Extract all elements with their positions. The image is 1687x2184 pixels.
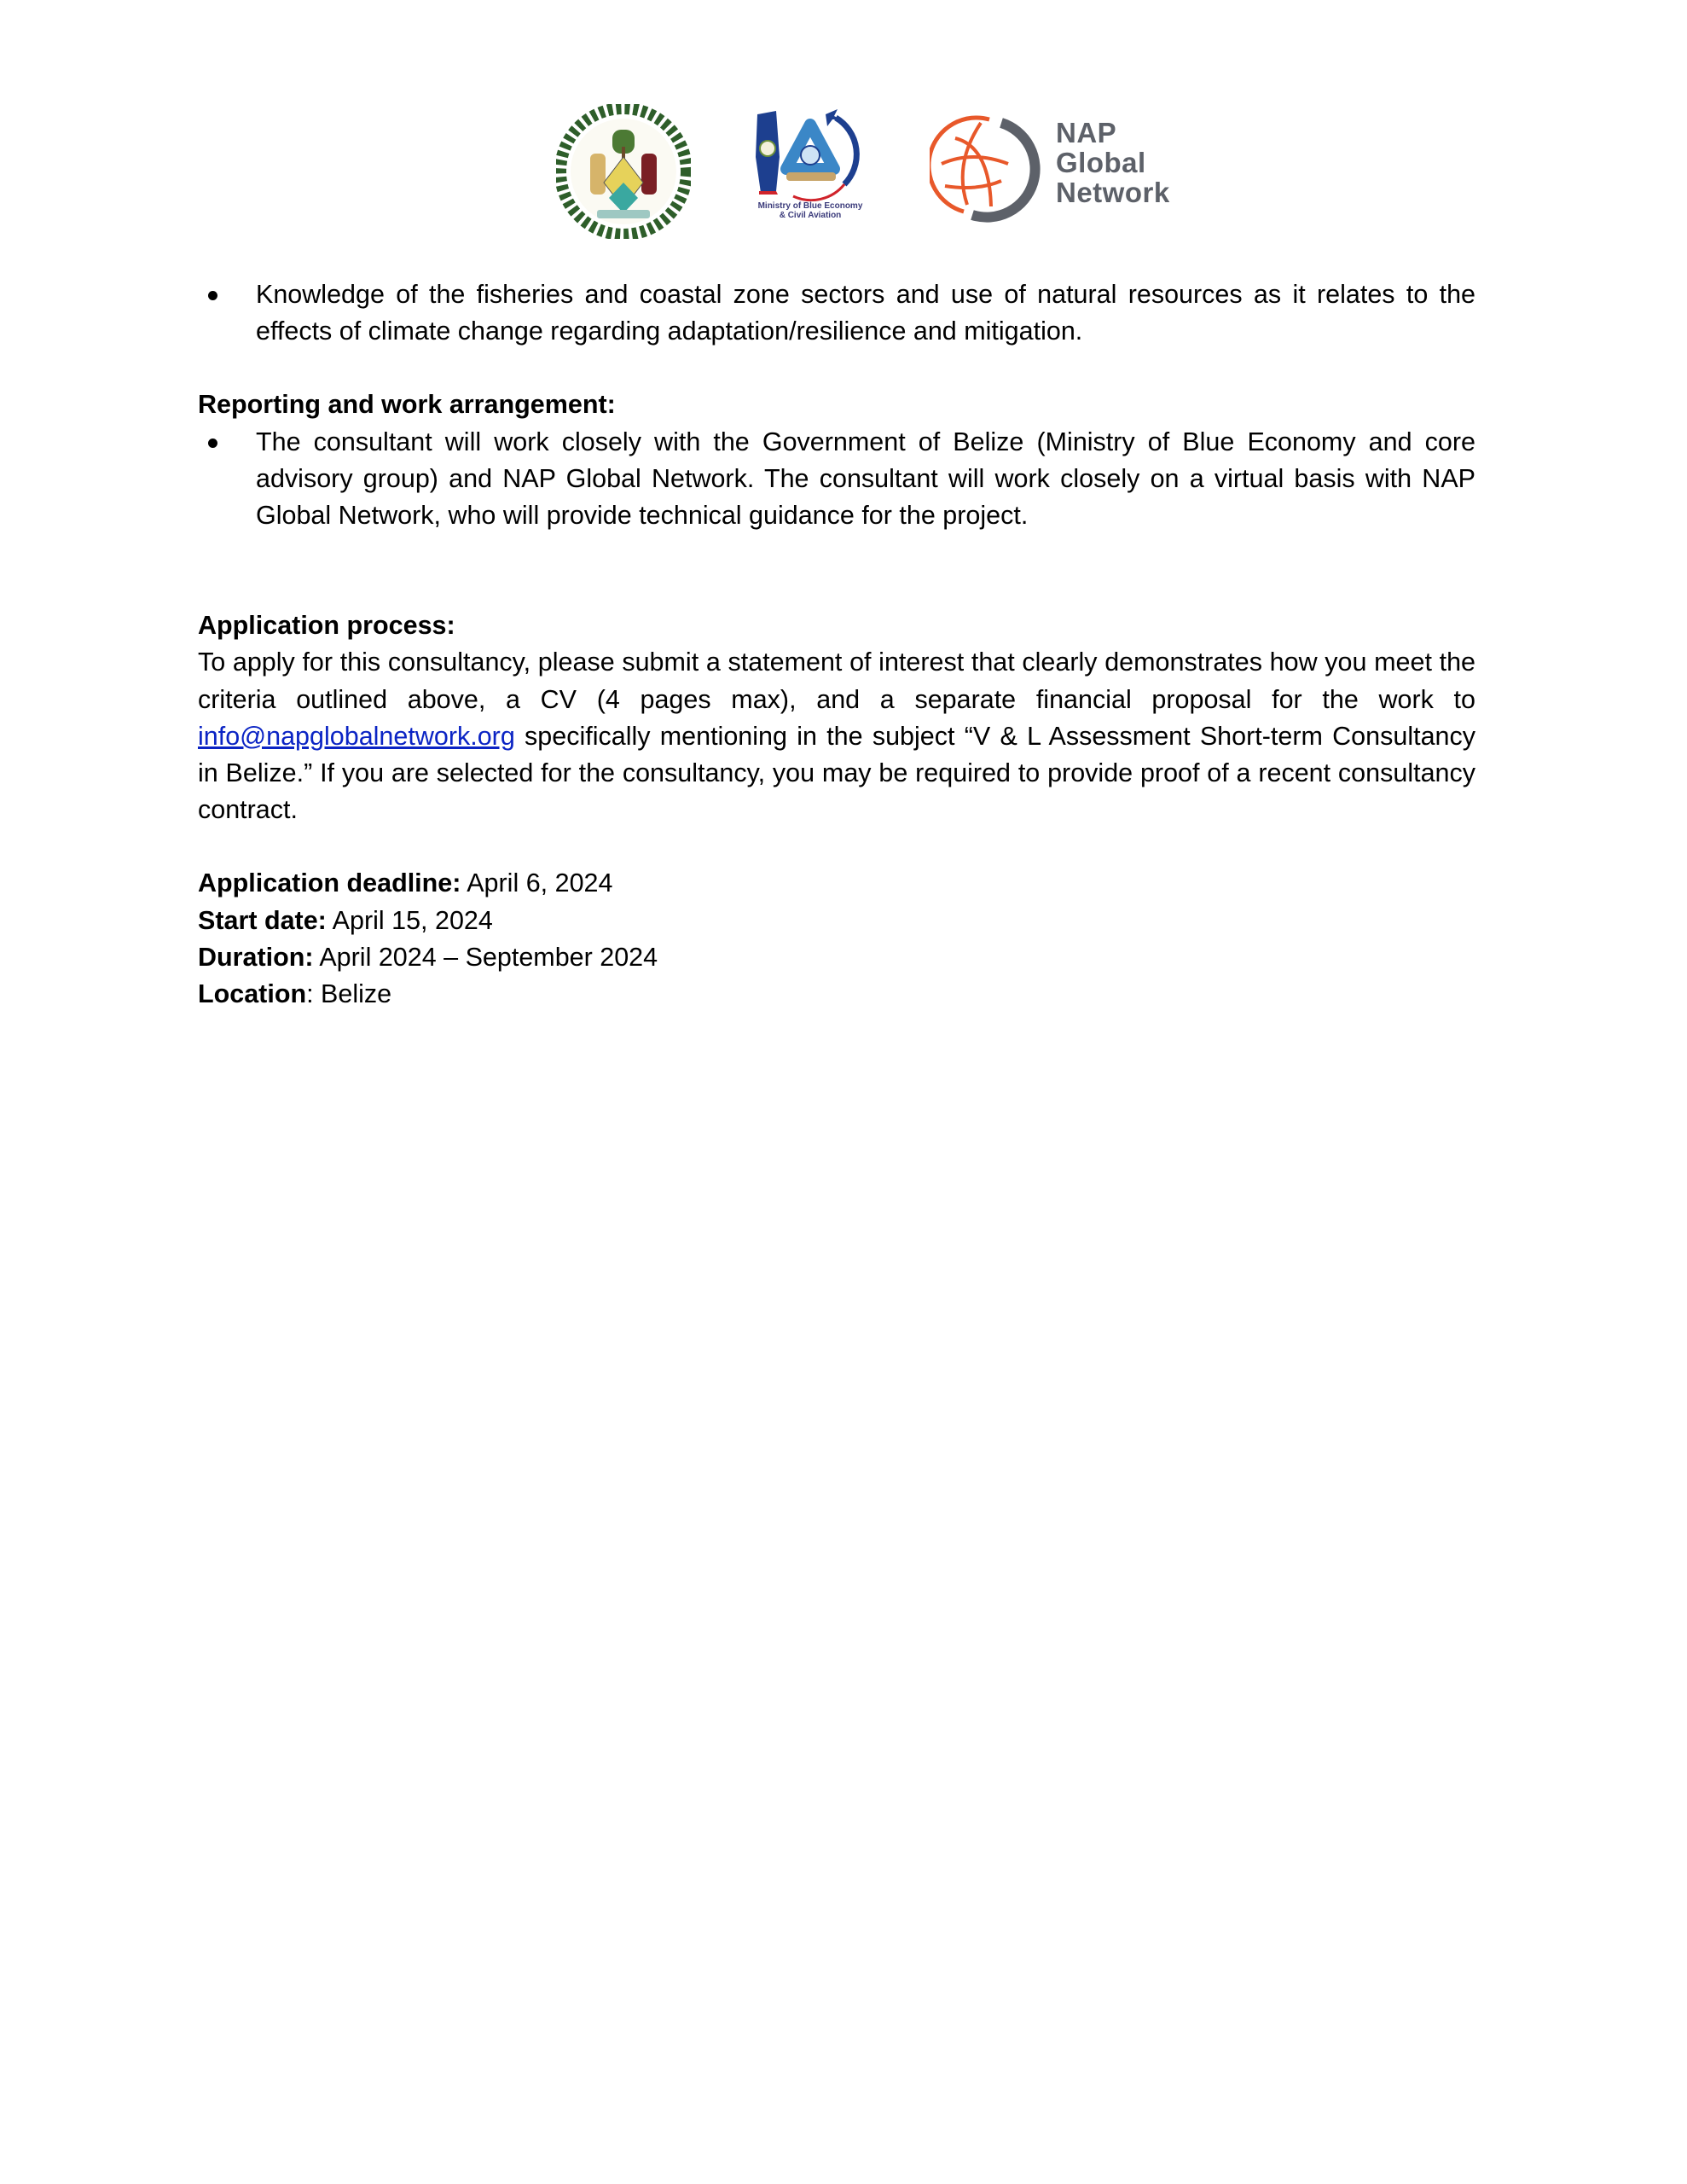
location-line [198,976,1475,1013]
nap-global-network-logo [930,113,1211,224]
ministry-logo [742,106,878,234]
deadline-value: April 6, 2024 [461,868,613,898]
logo-header [0,101,1687,246]
start-date-label: Start date: [198,905,327,935]
duration-line [198,939,1475,976]
bullet-icon [208,291,217,300]
belize-seal-logo [556,104,691,239]
application-paragraph [198,644,1475,828]
ministry-caption-line-1: Ministry of Blue Economy [757,201,863,211]
nap-globe-icon [930,113,1041,224]
nap-wordmark-line-2: Global [1056,147,1146,178]
deadline-label: Application deadline: [198,868,461,898]
start-date-value: April 15, 2024 [326,905,493,935]
document-body [198,276,1475,1013]
email-link[interactable]: info@napglobalnetwork.org [198,721,515,751]
application-heading: Application process: [198,611,455,641]
location-value: : Belize [306,979,392,1009]
start-date-line [198,903,1475,939]
nap-wordmark-line-3: Network [1056,177,1170,208]
bullet-icon [208,439,217,448]
duration-value: April 2024 – September 2024 [313,942,658,972]
reporting-heading: Reporting and work arrangement: [198,390,616,420]
duration-label: Duration: [198,942,314,972]
ministry-emblem-icon [742,106,878,201]
ministry-caption [742,201,878,220]
application-text-before-link: To apply for this consultancy, please submit a statement of interest that clearly demonstrates how you meet the criteria outlined above, a CV (4 pages max), and a separate financial proposal for the work to [198,648,1475,714]
nap-logo-wordmark [1056,118,1170,207]
application-text-after-link: specifically mentioning in the subject “V & L Assessment Short-term Consultancy in Belize.” If you are selected for the consultancy, you may be required to provide proof of a recent consultancy contract. [198,721,1475,825]
location-label: Location [198,979,307,1009]
ministry-caption-line-2: & Civil Aviation [779,211,842,220]
deadline-line [198,865,1475,902]
reporting-bullet [198,424,1475,535]
nap-wordmark-line-1: NAP [1056,117,1117,148]
belize-seal-icon [556,104,691,239]
qualification-bullet [198,276,1475,350]
qualification-text: Knowledge of the fisheries and coastal zone sectors and use of natural resources as it relates to the effects of climate change regarding adaptation/resilience and mitigation. [256,280,1475,346]
reporting-text: The consultant will work closely with the Government of Belize (Ministry of Blue Economy and core advisory group) and NAP Global Network. The consultant will work closely on a virtual basis with NAP Global Network, who will provide technical guidance for the project. [256,427,1475,531]
